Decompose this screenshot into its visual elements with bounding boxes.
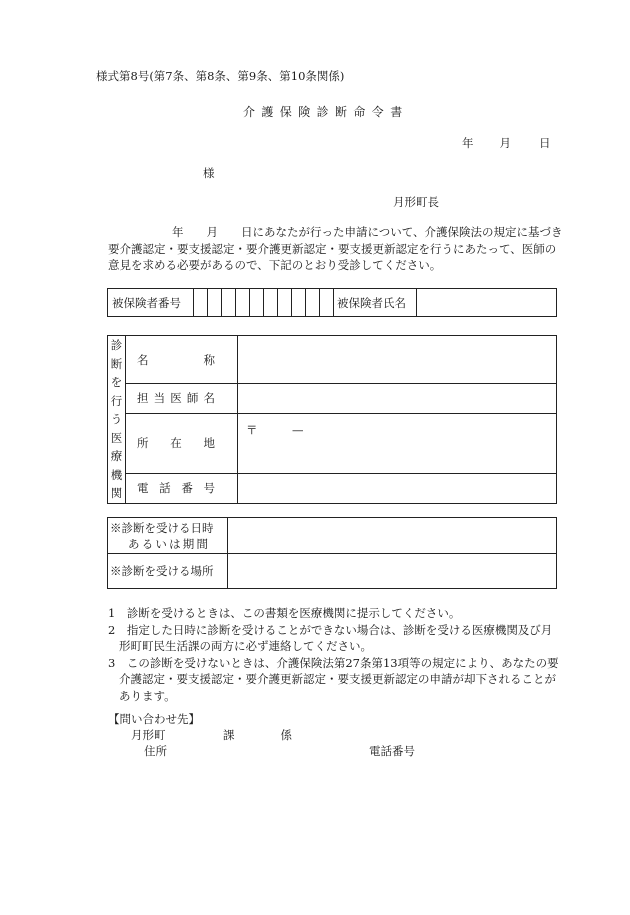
- note-item-continued: あります。: [119, 688, 176, 703]
- form-number: 様式第8号(第7条、第8条、第9条、第10条関係): [96, 69, 345, 83]
- institution-name-label: 名 称: [126, 336, 238, 384]
- institution-table: [107, 335, 557, 504]
- insured-number-digit-box[interactable]: [194, 289, 208, 317]
- contact-address-phone: [108, 743, 415, 759]
- contact-phone-label: 電話番号: [369, 744, 415, 758]
- issuer-name: 月形町長: [393, 195, 439, 209]
- diagnosis-datetime-label: ※診断を受ける日時 あるいは期間: [108, 518, 228, 554]
- body-line: 要介護認定・要支援認定・要介護更新認定・要支援更新認定を行うにあたって、医師の: [108, 241, 557, 256]
- contact-block: [108, 711, 415, 759]
- institution-side-label: 診 断 を 行 う 医 療 機 関: [108, 336, 126, 504]
- insured-table: [107, 288, 557, 317]
- body-line: 年 月 日にあなたが行った申請について、介護保険法の規定に基づき: [172, 225, 563, 239]
- insured-number-digit-box[interactable]: [250, 289, 264, 317]
- insured-number-digit-box[interactable]: [320, 289, 334, 317]
- schedule-table: [107, 517, 557, 589]
- date-month-label: 月: [499, 136, 511, 150]
- body-paragraph: [108, 224, 570, 274]
- note-item-continued: 形町町民生活課の両方に必ず連絡してください。: [119, 639, 372, 653]
- note-item-continued: 介護認定・要支援認定・要介護更新認定・要支援更新認定の申請が却下されることが: [119, 672, 556, 686]
- insured-number-label: 被保険者番号: [108, 289, 194, 317]
- contact-heading: 【問い合わせ先】: [108, 712, 200, 726]
- contact-department: 月形町 課 係: [131, 728, 292, 742]
- postal-mark: 〒 —: [246, 422, 304, 437]
- address-label: 所 在 地: [126, 413, 238, 473]
- doctor-name-field[interactable]: [238, 384, 557, 414]
- insured-number-digit-box[interactable]: [292, 289, 306, 317]
- document-title: 介護保険診断命令書: [243, 105, 409, 119]
- phone-field[interactable]: [238, 473, 557, 503]
- insured-name-field[interactable]: [417, 289, 557, 317]
- insured-number-digit-box[interactable]: [278, 289, 292, 317]
- insured-number-digit-box[interactable]: [306, 289, 320, 317]
- issue-date: [462, 138, 551, 150]
- notes-list: [108, 605, 578, 704]
- diagnosis-datetime-field[interactable]: [228, 518, 557, 554]
- note-item: 1 診断を受けるときは、この書類を医療機関に提示してください。: [108, 606, 461, 620]
- diagnosis-place-label: ※診断を受ける場所: [108, 554, 228, 589]
- note-item: 2 指定した日時に診断を受けることができない場合は、診断を受ける医療機関及び月: [108, 622, 553, 637]
- phone-label: 電 話 番 号: [126, 473, 238, 503]
- institution-name-field[interactable]: [238, 336, 557, 384]
- body-line: 意見を求める必要があるので、下記のとおり受診してください。: [108, 258, 442, 272]
- address-field[interactable]: [238, 413, 557, 473]
- contact-address-label: 住所: [144, 744, 167, 758]
- insured-number-digit-box[interactable]: [264, 289, 278, 317]
- insured-number-digit-box[interactable]: [222, 289, 236, 317]
- addressee-suffix: 様: [203, 166, 215, 180]
- date-year-label: 年: [462, 136, 474, 150]
- doctor-name-label: 担 当 医 師 名: [126, 384, 238, 414]
- insured-number-digit-box[interactable]: [236, 289, 250, 317]
- diagnosis-place-field[interactable]: [228, 554, 557, 589]
- date-day-label: 日: [539, 136, 551, 150]
- insured-name-label: 被保険者氏名: [334, 289, 417, 317]
- note-item: 3 この診断を受けないときは、介護保険法第27条第13項等の規定により、あなたの要: [108, 655, 559, 670]
- insured-number-digit-box[interactable]: [208, 289, 222, 317]
